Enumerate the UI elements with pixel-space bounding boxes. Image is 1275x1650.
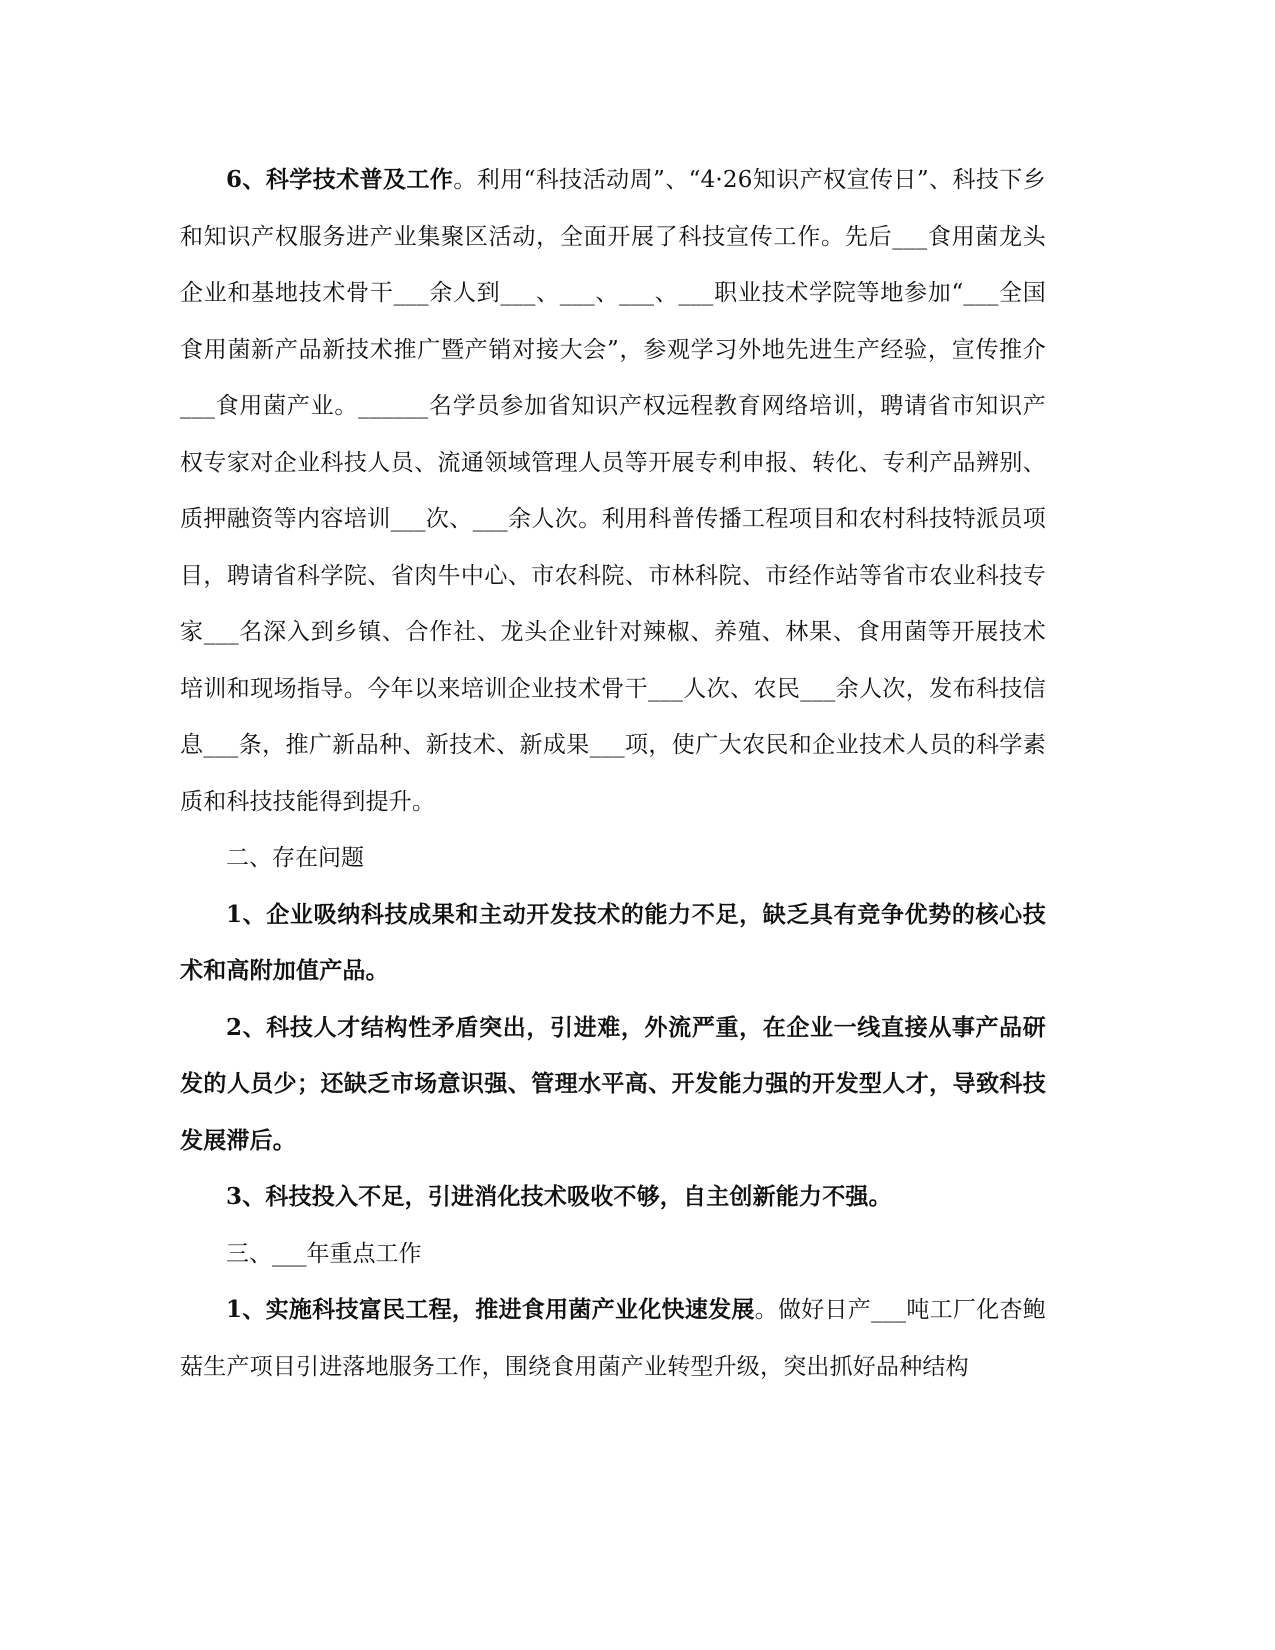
paragraph-body: 。做好日产___吨工厂化杏鲍菇生产项目引进落地服务工作，围绕食用菌产业转型升级，突出抓好品种结构 <box>180 1297 1046 1380</box>
section-heading-problems: 二、存在问题 <box>226 845 364 871</box>
issue-item-1: 1、企业吸纳科技成果和主动开发技术的能力不足，缺乏具有竞争优势的核心技术和高附加值产品。 <box>180 900 1046 984</box>
paragraph-lead-bold: 1、实施科技富民工程，推进食用菌产业化快速发展 <box>226 1296 755 1323</box>
issue-item-2: 2、科技人才结构性矛盾突出，引进难，外流严重，在企业一线直接从事产品研发的人员少；还缺乏市场意识强、管理水平高、开发能力强的开发型人才，导致科技发展滞后。 <box>180 1013 1046 1154</box>
document-page <box>180 152 1046 1395</box>
paragraph-science-popularization <box>180 152 1046 830</box>
issue-item-3: 3、科技投入不足，引进消化技术吸收不够，自主创新能力不强。 <box>226 1183 892 1210</box>
paragraph-lead-bold: 6、科学技术普及工作 <box>226 166 454 193</box>
paragraph-body: 。利用“科技活动周”、“4·26知识产权宣传日”、科技下乡和知识产权服务进产业集聚区活动，全面开展了科技宣传工作。先后___食用菌龙头企业和基地技术骨干___余人到___、___、___、___职业技术学院等地参加“___全国食用菌新产品新技术推广暨产销对接大会”，参观学习外地先进生产经验，宣传推介___食用菌产业。______名学员参加省知识产权远程教育网络培训，聘请省市知识产权专家对企业科技人员、流通领域管理人员等开展专利申报、转化、专利产品辨别、质押融资等内容培训___次、___余人次。利用科普传播工程项目和农村科技特派员项目，聘请省科学院、省肉牛中心、市农科院、市林科院、市经作站等省市农业科技专家___名深入到乡镇、合作社、龙头企业针对辣椒、养殖、林果、食用菌等开展技术培训和现场指导。今年以来培训企业技术骨干___人次、农民___余人次，发布科技信息___条，推广新品种、新技术、新成果___项，使广大农民和企业技术人员的科学素质和科技技能得到提升。 <box>180 167 1046 815</box>
paragraph-key-work-1 <box>180 1282 1046 1395</box>
section-heading-key-work: 三、___年重点工作 <box>226 1240 422 1267</box>
